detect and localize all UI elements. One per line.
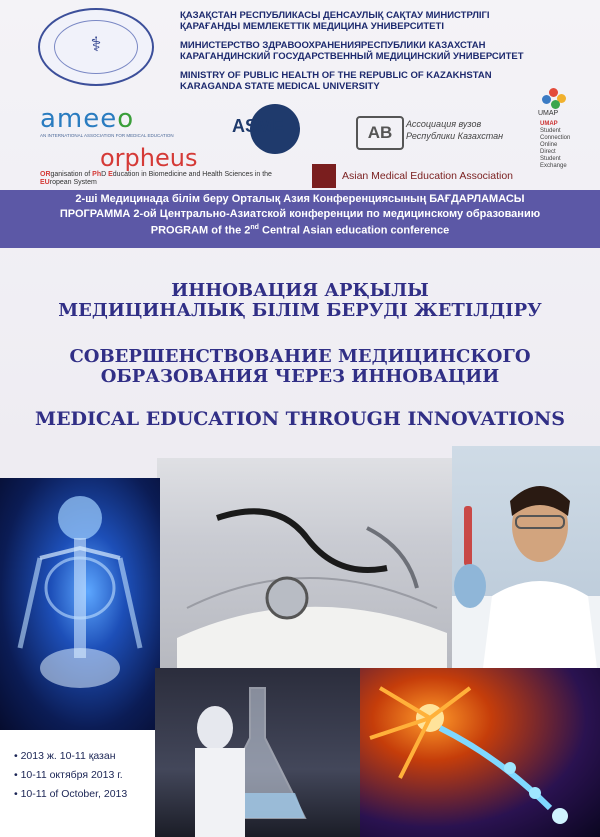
umap-description: [540, 121, 598, 170]
date-en: • 10-11 of October, 2013: [14, 788, 128, 800]
orpheus-sub-e: E: [108, 171, 113, 178]
orpheus-sub-2b: ropean System: [49, 179, 97, 186]
dates-panel: [0, 730, 160, 837]
title-kz-line-1: ИННОВАЦИЯ АРҚЫЛЫ: [171, 280, 429, 301]
title-kz-line-2: МЕДИЦИНАЛЫҚ БІЛІМ БЕРУДІ ЖЕТІЛДІРУ: [58, 300, 542, 321]
program-title-en: [0, 224, 600, 237]
orpheus-sub-ph: Ph: [92, 171, 102, 178]
scientist-photo: [452, 446, 600, 676]
lab-flask-photo: [155, 668, 360, 837]
amee-logo: [40, 104, 134, 134]
program-title-kz: 2-ші Медицинада білім беру Орталық Азия Конференциясының БАҒДАРЛАМАСЫ: [75, 193, 525, 205]
program-title-ru: ПРОГРАММА 2-ой Центрально-Азиатской конференции по медицинскому образованию: [59, 208, 541, 220]
avr-logo-text: [406, 118, 503, 142]
title-en: MEDICAL EDUCATION THROUGH INNOVATIONS: [35, 408, 565, 430]
ministry-kazakh: [180, 10, 580, 32]
ministry-english: [180, 70, 580, 92]
umap-side-7: Exchange: [540, 163, 567, 169]
ministry-en-line-1: MINISTRY OF PUBLIC HEALTH OF THE REPUBLIC OF KAZAKHSTAN: [180, 70, 492, 81]
amee-logo-globe: o: [117, 104, 135, 134]
amea-logo: [312, 164, 532, 188]
university-seal-logo: [38, 8, 154, 86]
caduceus-icon: ⚕: [90, 34, 102, 56]
avr-line-1: Ассоциация вузов: [406, 119, 482, 129]
orpheus-sub-eu: EU: [40, 179, 50, 186]
umap-flower-icon: [541, 88, 567, 110]
umap-side-6: Student: [540, 156, 561, 162]
amea-logo-text: Asian Medical Education Association: [342, 170, 514, 182]
umap-side-5: Direct: [540, 149, 556, 155]
amea-emblem: [312, 164, 336, 188]
book-stethoscope-photo: [157, 458, 457, 668]
neuron-illustration: [360, 668, 600, 837]
amee-logo-text: amee: [40, 104, 118, 134]
ministry-russian: [180, 40, 580, 62]
umap-label: UMAP: [538, 110, 559, 117]
date-kz: • 2013 ж. 10-11 қазан: [14, 750, 116, 762]
title-ru-line-2: ОБРАЗОВАНИЯ ЧЕРЕЗ ИННОВАЦИИ: [100, 366, 500, 387]
orpheus-sub-or: OR: [40, 171, 51, 178]
asme-logo: [224, 104, 312, 154]
program-title-en-b: Central Asian education conference: [258, 224, 450, 237]
program-title-en-sup: nd: [250, 224, 259, 231]
title-ru-line-1: СОВЕРШЕНСТВОВАНИЕ МЕДИЦИНСКОГО: [69, 346, 531, 367]
umap-side-4: Online: [540, 142, 558, 148]
orpheus-sub-1b: ganisation of: [50, 171, 93, 178]
orpheus-sub-1f: ducation in Biomedicine and Health Sciences in the: [112, 171, 272, 178]
orpheus-logo: orpheus: [100, 144, 198, 172]
umap-side-1: UMAP: [540, 121, 558, 127]
amee-subtitle: AN INTERNATIONAL ASSOCIATION FOR MEDICAL EDUCATION: [40, 133, 174, 138]
ministry-ru-line-2: КАРАГАНДИНСКИЙ ГОСУДАРСТВЕННЫЙ МЕДИЦИНСКИЙ УНИВЕРСИТЕТ: [180, 51, 524, 62]
date-ru: • 10-11 октября 2013 г.: [14, 769, 123, 781]
orpheus-sub-1d: D: [101, 171, 109, 178]
avr-logo-mark: AB: [356, 116, 404, 150]
umap-side-2: Student: [540, 128, 561, 134]
orpheus-subtitle: [40, 171, 272, 187]
umap-side-3: Connection: [540, 135, 571, 141]
program-title-en-a: PROGRAM of the 2: [150, 224, 251, 237]
ministry-ru-line-1: МИНИСТЕРСТВО ЗДРАВООХРАНЕНИЯРЕСПУБЛИКИ КАЗАХСТАН: [180, 40, 486, 51]
asme-logo-text: ASME: [232, 116, 285, 136]
ministry-kz-line-2: ҚАРАҒАНДЫ МЕМЛЕКЕТТІК МЕДИЦИНА УНИВЕРСИТЕТІ: [180, 21, 444, 32]
ministry-kz-line-1: ҚАЗАҚСТАН РЕСПУБЛИКАСЫ ДЕНСАУЛЫҚ САҚТАУ МИНИСТРЛІГІ: [180, 10, 490, 21]
ministry-en-line-2: KARAGANDA STATE MEDICAL UNIVERSITY: [180, 81, 380, 92]
avr-line-2: Республики Казахстан: [406, 131, 504, 141]
skeleton-xray-photo: [0, 478, 160, 730]
